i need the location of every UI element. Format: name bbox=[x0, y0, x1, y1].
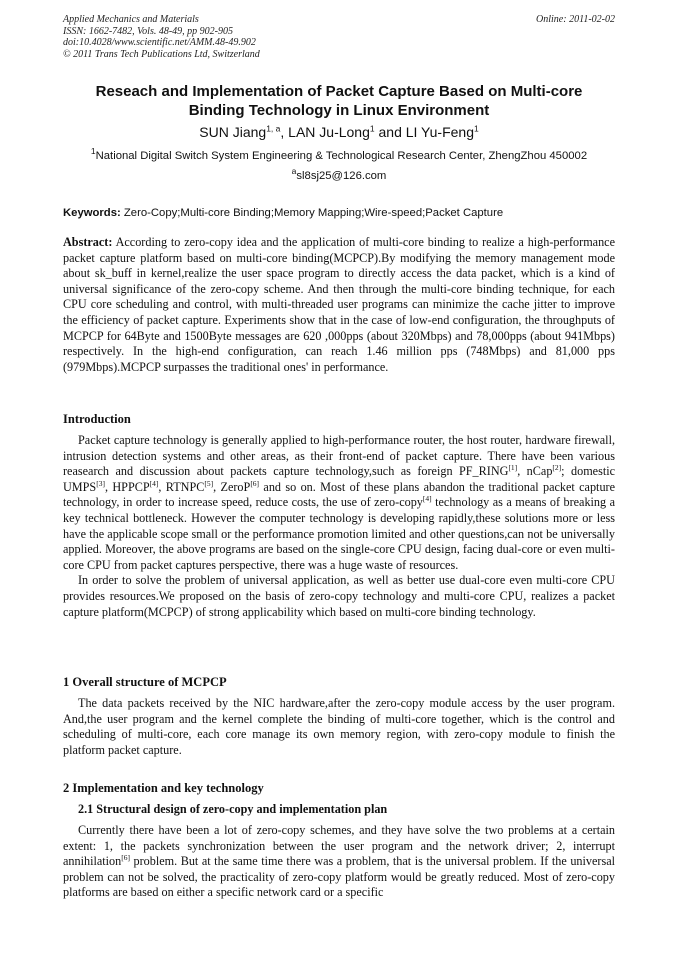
keywords-text: Zero-Copy;Multi-core Binding;Memory Mapping;Wire-speed;Packet Capture bbox=[120, 207, 504, 219]
journal-header bbox=[63, 14, 615, 60]
introduction-paragraph-2: In order to solve the problem of universal application, as well as better use dual-core even multi-core CPU provides resources.We proposed on the basis of zero-copy technology and multi-core CPU, realizes a packet capture platform(MCPCP) of strong applicability which based on multi-core binding technology. bbox=[63, 573, 615, 619]
paper-title bbox=[60, 82, 618, 120]
abstract bbox=[63, 235, 615, 375]
section-2-text: Currently there have been a lot of zero-copy schemes, and they have solve the two problems at a certain extent: 1, the packets synchronization between the user program and the network driver; 2, interrupt annihilation bbox=[63, 823, 615, 869]
citation: [4] bbox=[149, 478, 159, 488]
section-1-paragraph-1: The data packets received by the NIC hardware,after the zero-copy module access by the user program. And,the user program and the kernel complete the binding of multi-core together, which is the control and scheduling of multi-core, each core manage its own memory region, with zero-copy module to finish the platform packet capture. bbox=[63, 696, 615, 757]
keywords bbox=[63, 206, 615, 221]
affiliation-marker: 1 bbox=[90, 146, 96, 157]
email-link[interactable]: sl8sj25@126.com bbox=[296, 170, 387, 182]
section-1-body bbox=[63, 696, 615, 758]
intro-text: , ZeroP bbox=[213, 479, 251, 494]
citation: [1] bbox=[508, 463, 518, 473]
intro-text: , RTNPC bbox=[158, 479, 205, 494]
doi-line: doi:10.4028/www.scientific.net/AMM.48-49.902 bbox=[63, 37, 256, 48]
citation: [6] bbox=[250, 478, 260, 488]
intro-text: , HPPCP bbox=[104, 479, 150, 494]
affiliation-text: National Digital Switch System Engineering & Technological Research Center, ZhengZhou 450002 bbox=[95, 150, 588, 162]
title-line-1: Reseach and Implementation of Packet Capture Based on Multi-core bbox=[95, 83, 583, 100]
section-1-heading: 1 Overall structure of MCPCP bbox=[63, 675, 227, 689]
section-2-text: problem. But at the same time there was a problem, that is the universal problem. If the universal problem can not be solved, the practicality of zero-copy platform would be greatly reduced. Most of zero-copy platforms are based on either a specific network card or a specific bbox=[63, 854, 615, 900]
intro-text: ; domestic UMPS bbox=[63, 464, 616, 494]
journal-name: Applied Mechanics and Materials bbox=[63, 14, 199, 25]
author-separator-2: and LI Yu-Feng bbox=[374, 124, 474, 140]
section-2-paragraph-1 bbox=[63, 823, 615, 901]
author-1: SUN Jiang bbox=[199, 124, 267, 140]
citation: [5] bbox=[204, 478, 214, 488]
citation: [3] bbox=[96, 478, 105, 488]
citation: [4] bbox=[422, 494, 432, 504]
author-list bbox=[60, 123, 618, 141]
section-2-body bbox=[63, 823, 615, 901]
author-1-affil: 1, a bbox=[266, 123, 281, 134]
introduction-heading: Introduction bbox=[63, 412, 131, 426]
intro-text: Packet capture technology is generally applied to high-performance router, the host router, hardware firewall, intrusion detection systems and other areas, as their front-end of packet capture. There have been various reasearch and discussion about packets capture technology,such as foreign PF_RING bbox=[63, 433, 615, 479]
subsection-2-1-heading: 2.1 Structural design of zero-copy and implementation plan bbox=[78, 802, 388, 816]
intro-text: , nCap bbox=[517, 464, 553, 479]
citation: [6] bbox=[121, 853, 130, 863]
author-email bbox=[60, 166, 618, 184]
issn-line: ISSN: 1662-7482, Vols. 48-49, pp 902-905 bbox=[63, 25, 233, 37]
author-3-affil: 1 bbox=[473, 123, 479, 134]
intro-text: and so on. Most of these plans abandon the traditional packet capture technology, in order to increase speed, reduce costs, the use of zero-copy bbox=[63, 479, 615, 510]
section-2-heading: 2 Implementation and key technology bbox=[63, 781, 264, 795]
abstract-text: According to zero-copy idea and the application of multi-core binding to realize a high-performance packet capture platform based on multi-core binding(MCPCP).By modifying the memory management mode about sk_buff in kernel,realize the user space program to directly access the data packet, which is a kind of universal significance of the zero-copy scheme. And then through the multi-core binding technique, for each CPU core scheduling and control, with multi-threaded user programs can minimize the cache jitter to improve the efficiency of packet capture. Experiments show that in the case of low-end configuration, the throughputs of MCPCP for 64Byte and 1500Byte messages are 620 ,000pps (about 320Mbps) and 78,000pps (about 941Mbps) respectively. In the high-end configuration, can reach 1.46 million pps (748Mbps) and 81,000 pps (979Mbps).MCPCP surpasses the traditional ones' in performance. bbox=[63, 235, 615, 374]
title-line-2: Binding Technology in Linux Environment bbox=[188, 102, 490, 119]
affiliation bbox=[60, 146, 618, 164]
online-date: Online: 2011-02-02 bbox=[536, 14, 615, 25]
copyright-line: © 2011 Trans Tech Publications Ltd, Switzerland bbox=[63, 48, 260, 60]
keywords-label: Keywords: bbox=[63, 207, 121, 219]
intro-text: technology as a means of breaking a key technical bottleneck. However the computer technology is developing rapidly,these solutions more or less have the applicable scope small or the performance promotion limited and other questions,can not be universally applied. Moreover, the above programs are based on the single-core CPU design, facing dual-core or even multi-core CPU from packet captures perspective, there was a huge waste of resources. bbox=[63, 495, 615, 572]
introduction-body bbox=[63, 433, 615, 620]
author-2-affil: 1 bbox=[369, 123, 375, 134]
citation: [2] bbox=[552, 463, 562, 473]
introduction-paragraph-1 bbox=[63, 433, 615, 573]
abstract-label: Abstract: bbox=[63, 235, 113, 249]
author-separator-1: , LAN Ju-Long bbox=[280, 124, 370, 140]
email-marker: a bbox=[291, 166, 297, 177]
